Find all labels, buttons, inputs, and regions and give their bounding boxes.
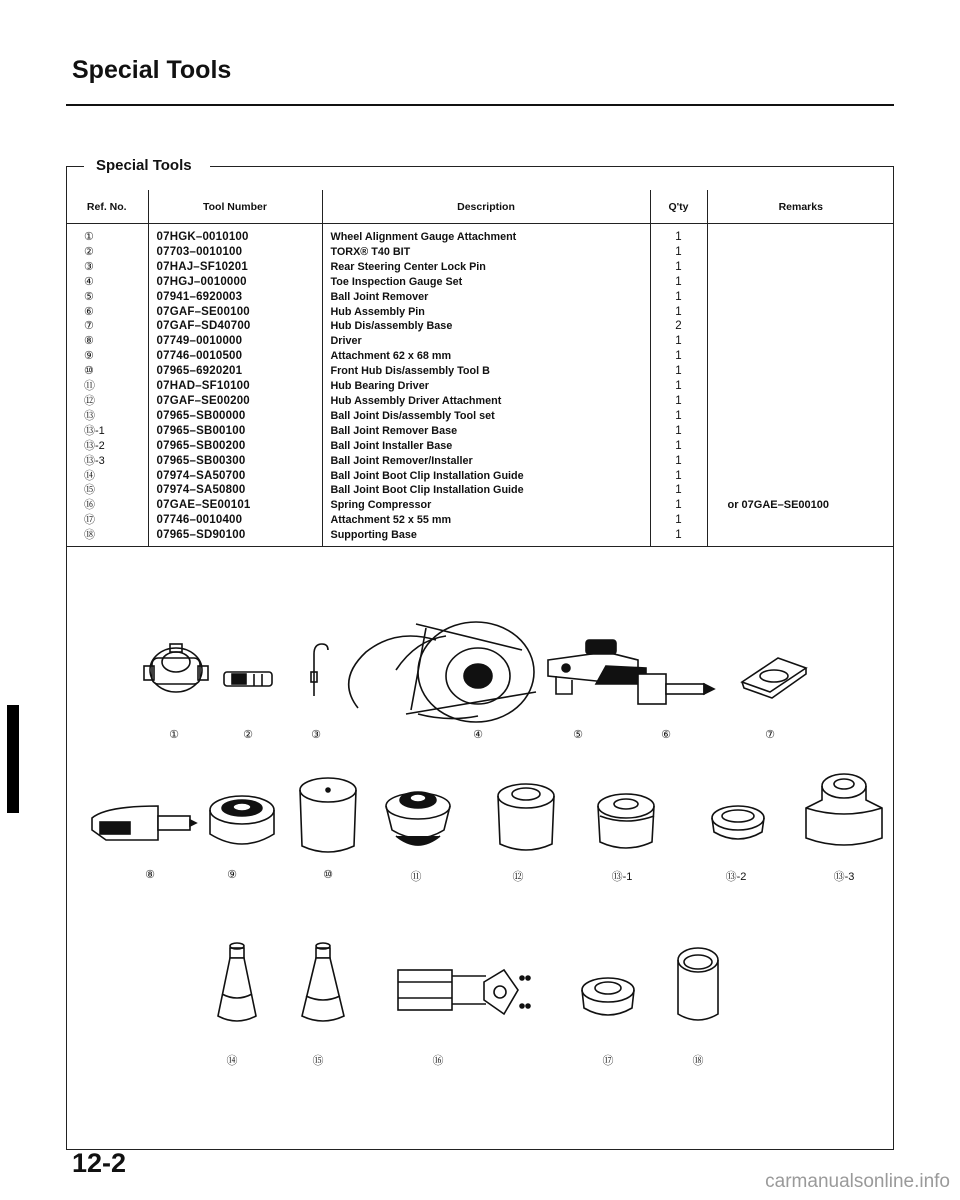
header-tool-number: Tool Number	[148, 190, 322, 224]
tool-1-drawing	[144, 644, 208, 692]
cell-qty: 1	[650, 260, 707, 275]
table-row	[66, 245, 894, 260]
header-description: Description	[322, 190, 650, 224]
cell-tool: 07703–0010100	[148, 245, 322, 260]
tool-caption: ⑱	[692, 1055, 704, 1067]
cell-desc: Wheel Alignment Gauge Attachment	[322, 224, 650, 245]
tool-drawings	[66, 610, 894, 1150]
cell-qty: 1	[650, 245, 707, 260]
cell-tool: 07941–6920003	[148, 290, 322, 305]
cell-remarks	[707, 513, 894, 528]
cell-ref: ⑨	[84, 350, 94, 363]
tool-caption: ⑪	[410, 871, 422, 883]
tool-12-drawing	[498, 784, 554, 850]
cell-qty: 1	[650, 483, 707, 498]
cell-tool: 07GAE–SE00101	[148, 498, 322, 513]
special-tools-table-wrap	[66, 190, 894, 547]
cell-ref: ⑬	[84, 409, 95, 422]
tool-9-drawing	[210, 796, 274, 844]
cell-ref: ⑬-1	[84, 424, 105, 437]
tool-8-drawing	[92, 806, 196, 840]
table-row	[66, 454, 894, 469]
cell-desc: Attachment 52 x 55 mm	[322, 513, 650, 528]
cell-tool: 07HAJ–SF10201	[148, 260, 322, 275]
cell-qty: 2	[650, 319, 707, 334]
cell-ref: ⑬-2	[84, 439, 105, 452]
tool-15-drawing	[302, 943, 344, 1021]
cell-ref: ⑥	[84, 305, 94, 318]
table-row	[66, 275, 894, 290]
tool-caption: ②	[243, 729, 253, 741]
tool-18-drawing	[678, 948, 718, 1020]
tool-caption: ⑦	[765, 729, 775, 741]
cell-qty: 1	[650, 409, 707, 424]
cell-ref: ⑭	[84, 469, 95, 482]
table-row	[66, 290, 894, 305]
tool-caption: ⑩	[323, 869, 333, 881]
tool-caption: ⑤	[573, 729, 583, 741]
tool-4-drawing	[349, 622, 536, 722]
cell-desc: Hub Bearing Driver	[322, 379, 650, 394]
tool-caption: ⑧	[145, 869, 155, 881]
page-title: Special Tools	[72, 56, 232, 84]
cell-desc: Toe Inspection Gauge Set	[322, 275, 650, 290]
tool-6-drawing	[638, 674, 714, 704]
tool-caption: ①	[169, 729, 179, 741]
cell-remarks	[707, 483, 894, 498]
cell-ref: ⑬-3	[84, 454, 105, 467]
cell-qty: 1	[650, 305, 707, 320]
cell-remarks	[707, 305, 894, 320]
cell-qty: 1	[650, 290, 707, 305]
tool-10-drawing	[300, 778, 356, 852]
cell-remarks	[707, 364, 894, 379]
cell-desc: Hub Assembly Pin	[322, 305, 650, 320]
tool-caption: ⑬-2	[725, 871, 747, 883]
table-row	[66, 394, 894, 409]
cell-desc: TORX® T40 BIT	[322, 245, 650, 260]
cell-ref: ③	[84, 260, 94, 273]
cell-tool: 07HAD–SF10100	[148, 379, 322, 394]
cell-tool: 07746–0010400	[148, 513, 322, 528]
cell-ref: ⑱	[66, 528, 148, 546]
cell-ref: ⑪	[84, 380, 95, 393]
cell-remarks: or 07GAE–SE00100	[707, 498, 894, 513]
cell-ref: ④	[84, 275, 94, 288]
cell-desc: Hub Assembly Driver Attachment	[322, 394, 650, 409]
cell-qty: 1	[650, 498, 707, 513]
cell-ref: ⑮	[84, 484, 95, 497]
table-row	[66, 224, 894, 245]
table-header-row	[66, 190, 894, 224]
frame-top-edge-left	[66, 166, 84, 167]
cell-desc: Driver	[322, 334, 650, 349]
cell-ref: ⑩	[84, 365, 94, 378]
table-row	[66, 528, 894, 546]
cell-tool: 07GAF–SE00100	[148, 305, 322, 320]
table-row	[66, 469, 894, 484]
tool-16-drawing	[398, 970, 530, 1014]
cell-remarks	[707, 319, 894, 334]
cell-qty: 1	[650, 424, 707, 439]
cell-remarks	[707, 394, 894, 409]
cell-desc: Ball Joint Boot Clip Installation Guide	[322, 483, 650, 498]
cell-qty: 1	[650, 379, 707, 394]
cell-qty: 1	[650, 513, 707, 528]
cell-qty: 1	[650, 394, 707, 409]
title-rule	[66, 104, 894, 106]
cell-remarks	[707, 224, 894, 245]
tools-illustration	[66, 610, 894, 1150]
cell-qty: 1	[650, 364, 707, 379]
cell-tool: 07974–SA50800	[148, 483, 322, 498]
tool-17-drawing	[582, 978, 634, 1015]
table-row	[66, 349, 894, 364]
cell-ref: ⑯	[84, 499, 95, 512]
table-body	[66, 224, 894, 547]
table-row	[66, 260, 894, 275]
cell-tool: 07965–SB00300	[148, 454, 322, 469]
cell-desc: Ball Joint Boot Clip Installation Guide	[322, 469, 650, 484]
table-row	[66, 305, 894, 320]
cell-remarks	[707, 260, 894, 275]
cell-tool: 07965–SD90100	[148, 528, 322, 546]
cell-qty: 1	[650, 334, 707, 349]
cell-desc: Front Hub Dis/assembly Tool B	[322, 364, 650, 379]
cell-tool: 07HGK–0010100	[148, 224, 322, 245]
cell-ref: ⑰	[84, 514, 95, 527]
cell-qty: 1	[650, 224, 707, 245]
section-tab-marker	[7, 705, 19, 813]
cell-tool: 07965–SB00100	[148, 424, 322, 439]
cell-tool: 07965–SB00000	[148, 409, 322, 424]
cell-ref: ⑫	[84, 394, 95, 407]
cell-ref: ⑦	[84, 320, 94, 333]
cell-ref: ①	[84, 231, 94, 243]
table-row	[66, 364, 894, 379]
table-row	[66, 379, 894, 394]
cell-remarks	[707, 454, 894, 469]
tool-13-3-drawing	[806, 774, 882, 845]
tool-caption: ⑨	[227, 869, 237, 881]
cell-desc: Supporting Base	[322, 528, 650, 546]
cell-tool: 07974–SA50700	[148, 469, 322, 484]
cell-desc: Ball Joint Remover	[322, 290, 650, 305]
cell-remarks	[707, 275, 894, 290]
header-ref-no: Ref. No.	[66, 190, 148, 224]
cell-qty: 1	[650, 439, 707, 454]
tool-2-drawing	[224, 672, 272, 686]
cell-remarks	[707, 334, 894, 349]
header-remarks: Remarks	[707, 190, 894, 224]
tool-caption: ⑯	[432, 1055, 444, 1067]
tool-caption: ⑬-1	[611, 871, 633, 883]
cell-desc: Attachment 62 x 68 mm	[322, 349, 650, 364]
cell-tool: 07965–SB00200	[148, 439, 322, 454]
tool-caption: ③	[311, 729, 321, 741]
cell-remarks	[707, 424, 894, 439]
tool-caption: ⑭	[226, 1055, 238, 1067]
cell-remarks	[707, 290, 894, 305]
table-row	[66, 334, 894, 349]
cell-tool: 07965–6920201	[148, 364, 322, 379]
cell-remarks	[707, 379, 894, 394]
cell-desc: Ball Joint Remover Base	[322, 424, 650, 439]
tool-5-drawing	[548, 640, 646, 694]
tool-14-drawing	[218, 943, 256, 1021]
cell-tool: 07GAF–SD40700	[148, 319, 322, 334]
header-quantity: Q'ty	[650, 190, 707, 224]
table-row	[66, 424, 894, 439]
section-title: Special Tools	[92, 157, 196, 175]
cell-remarks	[707, 409, 894, 424]
watermark: carmanualsonline.info	[765, 1171, 950, 1192]
cell-remarks	[707, 245, 894, 260]
frame-top-edge-right	[210, 166, 894, 167]
table-row	[66, 319, 894, 334]
tool-caption: ⑬-3	[833, 871, 855, 883]
cell-tool: 07HGJ–0010000	[148, 275, 322, 290]
cell-desc: Rear Steering Center Lock Pin	[322, 260, 650, 275]
table-row	[66, 409, 894, 424]
tool-caption: ⑥	[661, 729, 671, 741]
cell-qty: 1	[650, 454, 707, 469]
cell-qty: 1	[650, 528, 707, 546]
tool-13-1-drawing	[598, 794, 654, 848]
tool-3-drawing	[311, 644, 328, 696]
tool-caption: ④	[473, 729, 483, 741]
cell-tool: 07746–0010500	[148, 349, 322, 364]
cell-tool: 07749–0010000	[148, 334, 322, 349]
cell-remarks	[707, 469, 894, 484]
cell-tool: 07GAF–SE00200	[148, 394, 322, 409]
table-row	[66, 513, 894, 528]
tool-11-drawing	[386, 792, 450, 845]
cell-remarks	[707, 349, 894, 364]
tool-7-drawing	[742, 658, 806, 698]
cell-ref: ⑤	[84, 290, 94, 303]
cell-ref: ⑧	[84, 335, 94, 348]
table-row	[66, 439, 894, 454]
cell-desc: Hub Dis/assembly Base	[322, 319, 650, 334]
tool-13-2-drawing	[712, 806, 764, 839]
cell-desc: Spring Compressor	[322, 498, 650, 513]
cell-remarks	[707, 528, 894, 546]
tool-caption: ⑫	[512, 871, 524, 883]
tool-caption: ⑮	[312, 1055, 324, 1067]
cell-remarks	[707, 439, 894, 454]
table-row	[66, 498, 894, 513]
cell-ref: ②	[84, 245, 94, 258]
cell-qty: 1	[650, 349, 707, 364]
special-tools-table	[66, 190, 894, 547]
cell-desc: Ball Joint Remover/Installer	[322, 454, 650, 469]
cell-qty: 1	[650, 275, 707, 290]
cell-desc: Ball Joint Dis/assembly Tool set	[322, 409, 650, 424]
cell-desc: Ball Joint Installer Base	[322, 439, 650, 454]
table-row	[66, 483, 894, 498]
tool-caption: ⑰	[602, 1055, 614, 1067]
cell-qty: 1	[650, 469, 707, 484]
page-number: 12-2	[72, 1148, 127, 1178]
